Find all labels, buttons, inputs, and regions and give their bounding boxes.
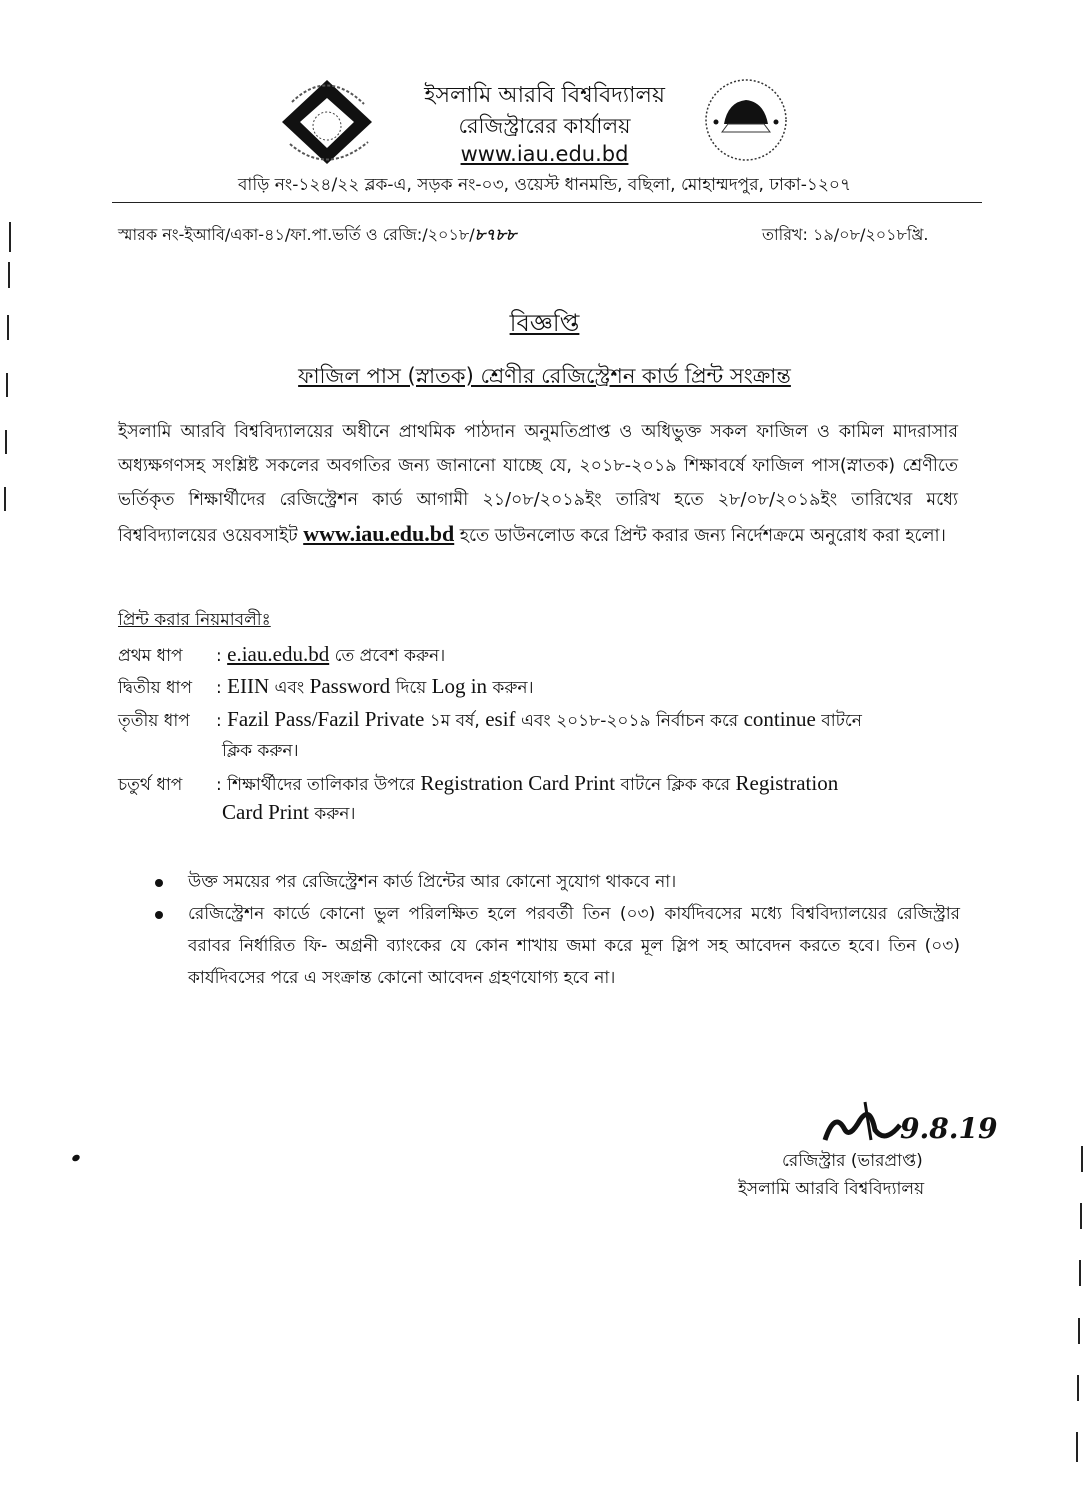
memo-reference-text: স্মারক নং-ইআবি/একা-৪১/ফা.পা.ভর্তি ও রেজি:/২০১৮/ [118,225,475,244]
notice-subject: ফাজিল পাস (স্নাতক) শ্রেণীর রেজিস্ট্রেশন কার্ড প্রিন্ট সংক্রান্ত [298,364,791,388]
scan-margin-mark [1078,1318,1080,1344]
scan-ink-spot [71,1153,81,1162]
step-text: Log in [431,674,488,698]
step-1-link[interactable]: e.iau.edu.bd [227,642,330,666]
step-text: বাটনে [815,711,862,731]
step-label: তৃতীয় ধাপ [118,711,190,731]
step-1: প্রথম ধাপ : e.iau.edu.bd তে প্রবেশ করুন। [118,638,445,672]
step-text: ১ম বর্ষ, [424,711,486,731]
step-text: Registration Card Print [420,771,616,795]
step-text: করুন। [308,804,356,824]
body-website-link[interactable]: www.iau.edu.bd [303,521,455,546]
scan-margin-mark [9,222,11,252]
notice-title: বিজ্ঞপ্তি [509,309,580,337]
step-text: continue [743,707,816,731]
scan-margin-mark [4,487,6,511]
scan-margin-mark [1079,1260,1081,1286]
website-link[interactable]: www.iau.edu.bd [460,142,629,166]
scan-margin-mark [1077,1375,1079,1401]
step-text: এবং [269,678,310,698]
notice-body [118,415,958,553]
memo-handwritten-number: ৮৭৮৮ [474,225,517,244]
list-item: উক্ত সময়ের পর রেজিস্ট্রেশন কার্ড প্রিন্টের আর কোনো সুযোগ থাকবে না। [150,866,960,898]
step-label: দ্বিতীয় ধাপ [118,678,193,698]
step-text: শিক্ষার্থীদের তালিকার উপরে [227,775,421,795]
signature-date: 9.8.19 [900,1112,998,1145]
scan-margin-mark [1081,1146,1083,1172]
step-3-continued: ক্লিক করুন। [222,741,299,761]
notes-list [150,866,960,994]
memo-date: তারিখ: ১৯/০৮/২০১৮খ্রি. [762,225,929,244]
step-label: চতুর্থ ধাপ [118,775,183,795]
step-text: EIIN [227,674,270,698]
step-text: Fazil Pass/Fazil Private [227,707,425,731]
list-item: রেজিস্ট্রেশন কার্ডে কোনো ভুল পরিলক্ষিত হলে পরবর্তী তিন (০৩) কার্যদিবসের মধ্যে বিশ্ববিদ্যালয়ের রেজিস্ট্রার বরাবর নির্ধারিত ফি- অগ্রনী ব্যাংকের যে কোন শাখায় জমা করে মূল স্লিপ সহ আবেদন করতে হবে। তিন (০৩) কার্যদিবসের পরে এ সংক্রান্ত কোনো আবেদন গ্রহণযোগ্য হবে না। [150,898,960,994]
scan-margin-mark [5,430,7,454]
step-text: তে প্রবেশ করুন। [329,646,446,666]
scan-margin-mark [1076,1432,1078,1462]
institution-name: ইসলামি আরবি বিশ্ববিদ্যালয় [424,83,665,108]
scan-margin-mark [7,315,9,340]
rules-heading: প্রিন্ট করার নিয়মাবলীঃ [118,610,271,630]
step-text: Password [309,674,391,698]
body-text-2: হতে ডাউনলোড করে প্রিন্ট করার জন্য নির্দেশক্রমে অনুরোধ করা হলো। [454,526,946,546]
address: বাড়ি নং-১২৪/২২ ব্লক-এ, সড়ক নং-০৩, ওয়েস্ট ধানমন্ডি, বছিলা, মোহাম্মদপুর, ঢাকা-১২০৭ [237,175,852,195]
step-text: esif [485,707,516,731]
office-name: রেজিস্ট্রারের কার্যালয় [458,114,631,138]
step-label: প্রথম ধাপ [118,646,183,666]
memo-reference [118,222,516,249]
signatory-role: রেজিস্ট্রার (ভারপ্রাপ্ত) [782,1151,923,1171]
step-text: করুন। [487,678,534,698]
step-text: বাটনে ক্লিক করে [615,775,736,795]
signature-scribble [815,1100,905,1150]
step-text: দিয়ে [390,678,432,698]
step-3: তৃতীয় ধাপ : Fazil Pass/Fazil Private ১ম বর্ষ, esif এবং ২০১৮-২০১৯ নির্বাচন করে continue বাটনে [118,703,862,737]
scan-margin-mark [8,262,10,288]
signatory-institution: ইসলামি আরবি বিশ্ববিদ্যালয় [738,1179,925,1199]
header-divider [112,202,982,203]
step-text: এবং ২০১৮-২০১৯ নির্বাচন করে [515,711,744,731]
scan-margin-mark [1080,1203,1082,1229]
step-2: দ্বিতীয় ধাপ : EIIN এবং Password দিয়ে Log in করুন। [118,670,534,704]
step-4: চতুর্থ ধাপ : শিক্ষার্থীদের তালিকার উপরে Registration Card Print বাটনে ক্লিক করে Registration [118,767,838,801]
body-text-1: ইসলামি আরবি বিশ্ববিদ্যালয়ের অধীনে প্রাথমিক পাঠদান অনুমতিপ্রাপ্ত ও অধিভুক্ত সকল ফাজিল ও কামিল মাদরাসার অধ্যক্ষগণসহ সংশ্লিষ্ট সকলের অবগতির জন্য জানানো যাচ্ছে যে, ২০১৮-২০১৯ শিক্ষাবর্ষে ফাজিল পাস(স্নাতক) শ্রেণীতে ভর্তিকৃত শিক্ষার্থীদের রেজিস্ট্রেশন কার্ড আগামী ২১/০৮/২০১৯ইং তারিখ হতে ২৮/০৮/২০১৯ইং তারিখের মধ্যে বিশ্ববিদ্যালয়ের ওয়েবসাইট [118,422,958,546]
step-text: Registration [735,771,839,795]
step-4-continued [222,800,356,829]
scan-margin-mark [6,373,8,397]
step-text: Card Print [222,800,309,824]
